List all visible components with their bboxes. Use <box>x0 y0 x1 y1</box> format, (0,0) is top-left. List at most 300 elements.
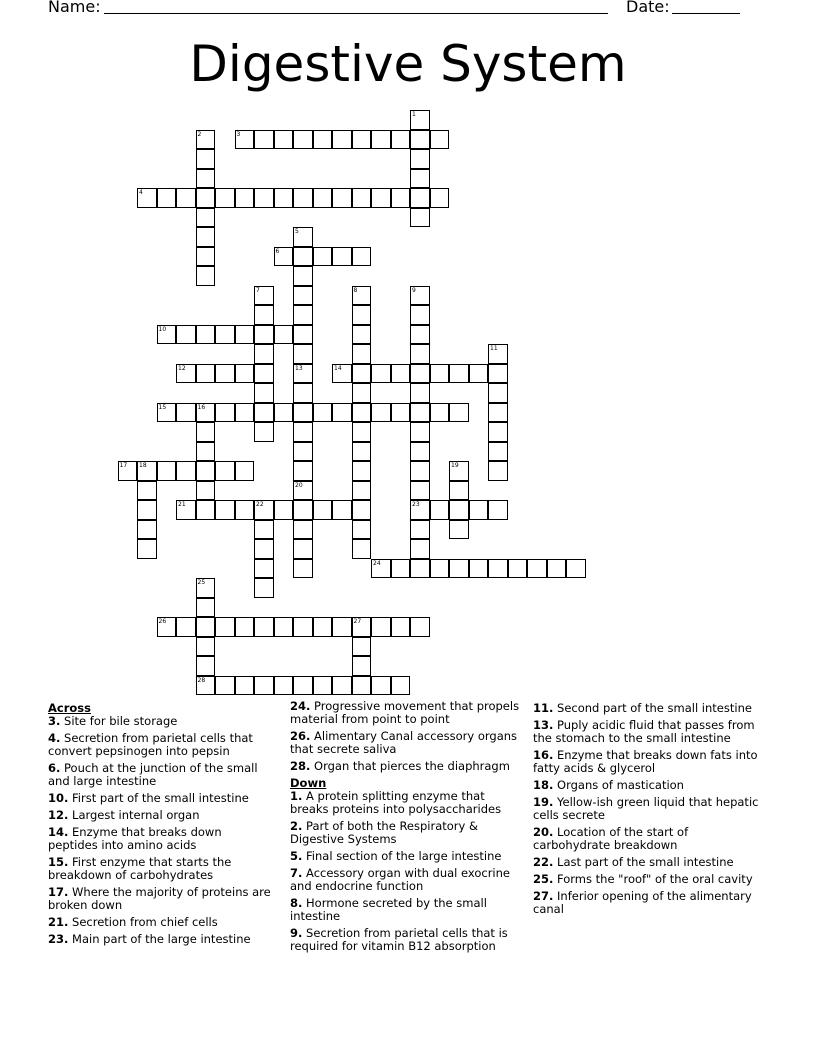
grid-cell[interactable] <box>254 130 274 150</box>
grid-cell[interactable] <box>410 325 430 345</box>
grid-cell[interactable] <box>449 520 469 540</box>
clue-num: 24. <box>290 699 311 713</box>
grid-cell[interactable] <box>274 188 294 208</box>
across-clue-list-continued <box>290 700 522 773</box>
grid-cell[interactable] <box>410 344 430 364</box>
grid-cell[interactable] <box>352 305 372 325</box>
grid-cell[interactable] <box>488 461 508 481</box>
clue-text: Where the majority of proteins are broken down <box>48 885 271 912</box>
puzzle-title: Digestive System <box>189 35 627 93</box>
clue-number: 8 <box>353 286 358 294</box>
grid-cell[interactable] <box>488 422 508 442</box>
grid-cell[interactable] <box>196 481 216 501</box>
clue-number: 12 <box>178 364 186 372</box>
clue-number: 13 <box>295 364 303 372</box>
grid-cell[interactable] <box>508 559 528 579</box>
grid-cell[interactable] <box>352 364 372 384</box>
grid-cell[interactable] <box>235 188 255 208</box>
grid-cell[interactable] <box>410 286 430 306</box>
grid-cell[interactable] <box>137 481 157 501</box>
grid-cell[interactable] <box>430 188 450 208</box>
clue-text: Forms the "roof" of the oral cavity <box>553 872 753 886</box>
grid-cell[interactable] <box>235 364 255 384</box>
grid-cell[interactable] <box>332 247 352 267</box>
grid-cell[interactable] <box>430 500 450 520</box>
clue-num: 18. <box>533 778 554 792</box>
grid-cell[interactable] <box>196 188 216 208</box>
grid-cell[interactable] <box>352 637 372 657</box>
across-heading: Across <box>48 701 91 715</box>
grid-cell[interactable] <box>293 617 313 637</box>
grid-cell[interactable] <box>196 130 216 150</box>
grid-cell[interactable] <box>254 364 274 384</box>
grid-cell[interactable] <box>410 383 430 403</box>
grid-cell[interactable] <box>332 500 352 520</box>
clue-num: 11. <box>533 701 554 715</box>
clue-num: 7. <box>290 866 303 880</box>
clue-number: 1 <box>412 111 416 118</box>
grid-cell[interactable] <box>196 169 216 189</box>
grid-cell[interactable] <box>391 188 411 208</box>
down-clue-list-continued <box>533 702 765 916</box>
grid-cell[interactable] <box>371 559 391 579</box>
grid-cell[interactable] <box>176 364 196 384</box>
grid-cell[interactable] <box>293 539 313 559</box>
clue-item <box>290 790 522 816</box>
grid-cell[interactable] <box>293 325 313 345</box>
clue-text: Organ that pierces the diaphragm <box>310 759 510 773</box>
grid-cell[interactable] <box>254 188 274 208</box>
grid-cell[interactable] <box>430 559 450 579</box>
grid-cell[interactable] <box>352 617 372 637</box>
grid-cell[interactable] <box>176 188 196 208</box>
clue-num: 4. <box>48 731 61 745</box>
grid-cell[interactable] <box>410 130 430 150</box>
grid-cell[interactable] <box>332 676 352 696</box>
clue-number: 26 <box>158 618 167 625</box>
grid-cell[interactable] <box>157 325 177 345</box>
grid-cell[interactable] <box>196 325 216 345</box>
grid-cell[interactable] <box>254 286 274 306</box>
grid-cell[interactable] <box>196 578 216 598</box>
grid-cell[interactable] <box>293 520 313 540</box>
grid-cell[interactable] <box>274 403 294 423</box>
grid-cell[interactable] <box>235 500 255 520</box>
grid-cell[interactable] <box>215 676 235 696</box>
grid-cell[interactable] <box>254 539 274 559</box>
clue-number: 7 <box>256 286 260 294</box>
grid-cell[interactable] <box>293 286 313 306</box>
clue-item <box>290 700 522 726</box>
grid-cell[interactable] <box>469 559 489 579</box>
grid-cell[interactable] <box>352 539 372 559</box>
grid-cell[interactable] <box>293 442 313 462</box>
clue-item <box>290 867 522 893</box>
grid-cell[interactable] <box>254 559 274 579</box>
clue-num: 21. <box>48 915 69 929</box>
grid-cell[interactable] <box>410 500 430 520</box>
clue-text: Site for bile storage <box>60 714 178 728</box>
clue-num: 10. <box>48 791 69 805</box>
clue-text: Progressive movement that propels material from point to point <box>290 699 520 726</box>
clue-item <box>290 897 522 923</box>
clue-number: 9 <box>412 286 416 294</box>
grid-cell[interactable] <box>410 305 430 325</box>
grid-cell[interactable] <box>254 422 274 442</box>
grid-cell[interactable] <box>137 461 157 481</box>
clue-text: A protein splitting enzyme that breaks proteins into polysaccharides <box>290 789 502 816</box>
grid-cell[interactable] <box>352 383 372 403</box>
grid-cell[interactable] <box>391 617 411 637</box>
clue-item <box>48 792 273 805</box>
clue-item <box>48 826 273 852</box>
grid-cell[interactable] <box>137 520 157 540</box>
grid-cell[interactable] <box>410 403 430 423</box>
clue-number: 25 <box>197 579 206 586</box>
grid-cell[interactable] <box>274 325 294 345</box>
clue-item <box>533 856 765 869</box>
clue-num: 13. <box>533 718 554 732</box>
clues-column-2 <box>290 700 522 957</box>
grid-cell[interactable] <box>196 247 216 267</box>
grid-cell[interactable] <box>215 403 235 423</box>
grid-cell[interactable] <box>352 520 372 540</box>
clue-text: Secretion from parietal cells that convert pepsinogen into pepsin <box>48 731 253 758</box>
grid-cell[interactable] <box>410 520 430 540</box>
grid-cell[interactable] <box>157 403 177 423</box>
grid-cell[interactable] <box>391 676 411 696</box>
grid-cell[interactable] <box>410 481 430 501</box>
grid-cell[interactable] <box>352 481 372 501</box>
grid-cell[interactable] <box>410 208 430 228</box>
clue-num: 6. <box>48 761 61 775</box>
grid-cell[interactable] <box>215 188 235 208</box>
grid-cell[interactable] <box>313 247 333 267</box>
grid-cell[interactable] <box>293 266 313 286</box>
grid-cell[interactable] <box>293 403 313 423</box>
grid-cell[interactable] <box>313 500 333 520</box>
clue-item <box>48 916 273 929</box>
grid-cell[interactable] <box>430 130 450 150</box>
clue-text: Enzyme that breaks down fats into fatty acids & glycerol <box>533 748 758 775</box>
grid-cell[interactable] <box>137 500 157 520</box>
grid-cell[interactable] <box>313 617 333 637</box>
grid-cell[interactable] <box>157 617 177 637</box>
clue-text: Largest internal organ <box>68 808 200 822</box>
grid-cell[interactable] <box>293 559 313 579</box>
grid-cell[interactable] <box>254 383 274 403</box>
grid-cell[interactable] <box>293 227 313 247</box>
clue-item <box>290 820 522 846</box>
grid-cell[interactable] <box>352 130 372 150</box>
grid-cell[interactable] <box>352 676 372 696</box>
grid-cell[interactable] <box>293 130 313 150</box>
clues-column-3 <box>533 700 765 920</box>
clue-text: First part of the small intestine <box>68 791 249 805</box>
grid-cell[interactable] <box>293 676 313 696</box>
grid-cell[interactable] <box>196 442 216 462</box>
grid-cell[interactable] <box>488 442 508 462</box>
grid-cell[interactable] <box>449 461 469 481</box>
clue-text: First enzyme that starts the breakdown of carbohydrates <box>48 855 232 882</box>
grid-cell[interactable] <box>176 500 196 520</box>
clue-item <box>533 826 765 852</box>
grid-cell[interactable] <box>196 208 216 228</box>
clue-text: Location of the start of carbohydrate breakdown <box>533 825 689 852</box>
grid-cell[interactable] <box>332 130 352 150</box>
grid-cell[interactable] <box>196 598 216 618</box>
across-clue-list <box>48 715 273 946</box>
clue-text: Secretion from chief cells <box>68 915 218 929</box>
grid-cell[interactable] <box>196 500 216 520</box>
grid-cell[interactable] <box>293 188 313 208</box>
clue-number: 15 <box>158 403 167 411</box>
clue-number: 14 <box>334 364 342 372</box>
grid-cell[interactable] <box>274 676 294 696</box>
clue-text: Pouch at the junction of the small and large intestine <box>48 761 258 788</box>
grid-cell[interactable] <box>157 461 177 481</box>
clue-item <box>48 886 273 912</box>
grid-cell[interactable] <box>566 559 586 579</box>
clue-item <box>533 873 765 886</box>
clue-text: Enzyme that breaks down peptides into amino acids <box>48 825 222 852</box>
clue-text: Last part of the small intestine <box>553 855 734 869</box>
grid-cell[interactable] <box>235 403 255 423</box>
grid-cell[interactable] <box>254 344 274 364</box>
grid-cell[interactable] <box>371 130 391 150</box>
clue-number: 16 <box>197 403 206 411</box>
grid-cell[interactable] <box>254 305 274 325</box>
grid-cell[interactable] <box>137 539 157 559</box>
grid-cell[interactable] <box>449 559 469 579</box>
grid-cell[interactable] <box>196 656 216 676</box>
grid-cell[interactable] <box>293 461 313 481</box>
grid-cell[interactable] <box>449 500 469 520</box>
clue-number: 18 <box>139 462 147 469</box>
grid-cell[interactable] <box>371 364 391 384</box>
clue-number: 21 <box>178 501 186 508</box>
grid-cell[interactable] <box>430 364 450 384</box>
grid-cell[interactable] <box>313 130 333 150</box>
grid-cell[interactable] <box>274 617 294 637</box>
grid-cell[interactable] <box>215 325 235 345</box>
grid-cell[interactable] <box>293 247 313 267</box>
grid-cell[interactable] <box>274 500 294 520</box>
clue-item <box>48 762 273 788</box>
grid-cell[interactable] <box>313 676 333 696</box>
clue-num: 25. <box>533 872 554 886</box>
grid-cell[interactable] <box>254 325 274 345</box>
grid-cell[interactable] <box>488 500 508 520</box>
clue-num: 17. <box>48 885 69 899</box>
grid-cell[interactable] <box>352 461 372 481</box>
grid-cell[interactable] <box>196 149 216 169</box>
grid-cell[interactable] <box>332 617 352 637</box>
grid-cell[interactable] <box>410 149 430 169</box>
grid-cell[interactable] <box>215 500 235 520</box>
grid-cell[interactable] <box>254 578 274 598</box>
clue-item <box>533 719 765 745</box>
clue-num: 20. <box>533 825 554 839</box>
grid-cell[interactable] <box>215 461 235 481</box>
clue-number: 3 <box>236 130 241 138</box>
grid-cell[interactable] <box>391 364 411 384</box>
grid-cell[interactable] <box>488 383 508 403</box>
clue-number: 23 <box>412 501 420 508</box>
grid-cell[interactable] <box>469 500 489 520</box>
grid-cell[interactable] <box>332 403 352 423</box>
grid-cell[interactable] <box>352 344 372 364</box>
grid-cell[interactable] <box>371 188 391 208</box>
clue-item <box>533 890 765 916</box>
grid-cell[interactable] <box>410 364 430 384</box>
grid-cell[interactable] <box>235 325 255 345</box>
grid-cell[interactable] <box>371 403 391 423</box>
grid-cell[interactable] <box>196 403 216 423</box>
clue-num: 28. <box>290 759 311 773</box>
grid-cell[interactable] <box>371 676 391 696</box>
grid-cell[interactable] <box>352 247 372 267</box>
grid-cell[interactable] <box>254 403 274 423</box>
grid-cell[interactable] <box>410 539 430 559</box>
grid-cell[interactable] <box>235 676 255 696</box>
grid-cell[interactable] <box>410 188 430 208</box>
grid-cell[interactable] <box>352 188 372 208</box>
grid-cell[interactable] <box>488 403 508 423</box>
clue-item <box>290 850 522 863</box>
grid-cell[interactable] <box>391 130 411 150</box>
grid-cell[interactable] <box>196 266 216 286</box>
grid-cell[interactable] <box>449 403 469 423</box>
grid-cell[interactable] <box>391 559 411 579</box>
clue-num: 26. <box>290 729 311 743</box>
grid-cell[interactable] <box>332 188 352 208</box>
clue-item <box>533 796 765 822</box>
clue-item <box>48 732 273 758</box>
grid-cell[interactable] <box>410 617 430 637</box>
clue-num: 3. <box>48 714 61 728</box>
grid-cell[interactable] <box>215 364 235 384</box>
grid-cell[interactable] <box>196 637 216 657</box>
grid-cell[interactable] <box>449 364 469 384</box>
grid-cell[interactable] <box>371 617 391 637</box>
grid-cell[interactable] <box>196 461 216 481</box>
grid-cell[interactable] <box>410 442 430 462</box>
grid-cell[interactable] <box>449 481 469 501</box>
clue-text: Puply acidic fluid that passes from the stomach to the small intestine <box>533 718 755 745</box>
grid-cell[interactable] <box>293 500 313 520</box>
grid-cell[interactable] <box>235 617 255 637</box>
grid-cell[interactable] <box>352 422 372 442</box>
grid-cell[interactable] <box>157 188 177 208</box>
grid-cell[interactable] <box>254 500 274 520</box>
grid-cell[interactable] <box>137 188 157 208</box>
grid-cell[interactable] <box>352 286 372 306</box>
grid-cell[interactable] <box>196 422 216 442</box>
clue-text: Yellow-ish green liquid that hepatic cells secrete <box>533 795 759 822</box>
clue-text: Accessory organ with dual exocrine and endocrine function <box>290 866 510 893</box>
grid-cell[interactable] <box>547 559 567 579</box>
clue-num: 1. <box>290 789 303 803</box>
grid-cell[interactable] <box>391 403 411 423</box>
grid-cell[interactable] <box>274 130 294 150</box>
grid-cell[interactable] <box>274 247 294 267</box>
grid-cell[interactable] <box>352 325 372 345</box>
grid-cell[interactable] <box>176 617 196 637</box>
grid-cell[interactable] <box>254 617 274 637</box>
grid-cell[interactable] <box>469 364 489 384</box>
clue-number: 19 <box>451 462 459 469</box>
clue-item <box>48 933 273 946</box>
grid-cell[interactable] <box>235 130 255 150</box>
grid-cell[interactable] <box>352 656 372 676</box>
clue-item <box>533 779 765 792</box>
grid-cell[interactable] <box>352 442 372 462</box>
grid-cell[interactable] <box>410 461 430 481</box>
clue-item <box>290 927 522 953</box>
clue-text: Inferior opening of the alimentary canal <box>533 889 752 916</box>
grid-cell[interactable] <box>293 422 313 442</box>
down-heading: Down <box>290 776 327 790</box>
grid-cell[interactable] <box>313 188 333 208</box>
grid-cell[interactable] <box>352 403 372 423</box>
grid-cell[interactable] <box>176 461 196 481</box>
grid-cell[interactable] <box>293 344 313 364</box>
grid-cell[interactable] <box>410 422 430 442</box>
grid-cell[interactable] <box>293 383 313 403</box>
grid-cell[interactable] <box>293 364 313 384</box>
grid-cell[interactable] <box>293 481 313 501</box>
clue-number: 28 <box>197 676 206 684</box>
clue-num: 5. <box>290 849 303 863</box>
clue-item <box>290 730 522 756</box>
grid-cell[interactable] <box>215 617 235 637</box>
grid-cell[interactable] <box>527 559 547 579</box>
grid-cell[interactable] <box>488 559 508 579</box>
grid-cell[interactable] <box>254 676 274 696</box>
grid-cell[interactable] <box>430 403 450 423</box>
clue-number: 20 <box>295 481 303 489</box>
clue-number: 17 <box>119 462 128 469</box>
clue-num: 27. <box>533 889 554 903</box>
grid-cell[interactable] <box>410 169 430 189</box>
grid-cell[interactable] <box>196 617 216 637</box>
clue-num: 16. <box>533 748 554 762</box>
grid-cell[interactable] <box>254 520 274 540</box>
grid-cell[interactable] <box>488 344 508 364</box>
clue-item <box>290 760 522 773</box>
grid-cell[interactable] <box>293 305 313 325</box>
clue-text: Hormone secreted by the small intestine <box>290 896 487 923</box>
grid-cell[interactable] <box>196 364 216 384</box>
grid-cell[interactable] <box>488 364 508 384</box>
grid-cell[interactable] <box>410 559 430 579</box>
date-label: Date: <box>626 0 670 16</box>
grid-cell[interactable] <box>196 227 216 247</box>
grid-cell[interactable] <box>313 403 333 423</box>
grid-cell[interactable] <box>196 676 216 696</box>
grid-cell[interactable] <box>332 364 352 384</box>
grid-cell[interactable] <box>235 461 255 481</box>
grid-cell[interactable] <box>176 325 196 345</box>
clues-column-1 <box>48 700 273 950</box>
clue-number: 11 <box>490 345 498 352</box>
grid-cell[interactable] <box>176 403 196 423</box>
grid-cell[interactable] <box>410 110 430 130</box>
name-label: Name: <box>48 0 101 16</box>
grid-cell[interactable] <box>352 500 372 520</box>
grid-cell[interactable] <box>118 461 138 481</box>
